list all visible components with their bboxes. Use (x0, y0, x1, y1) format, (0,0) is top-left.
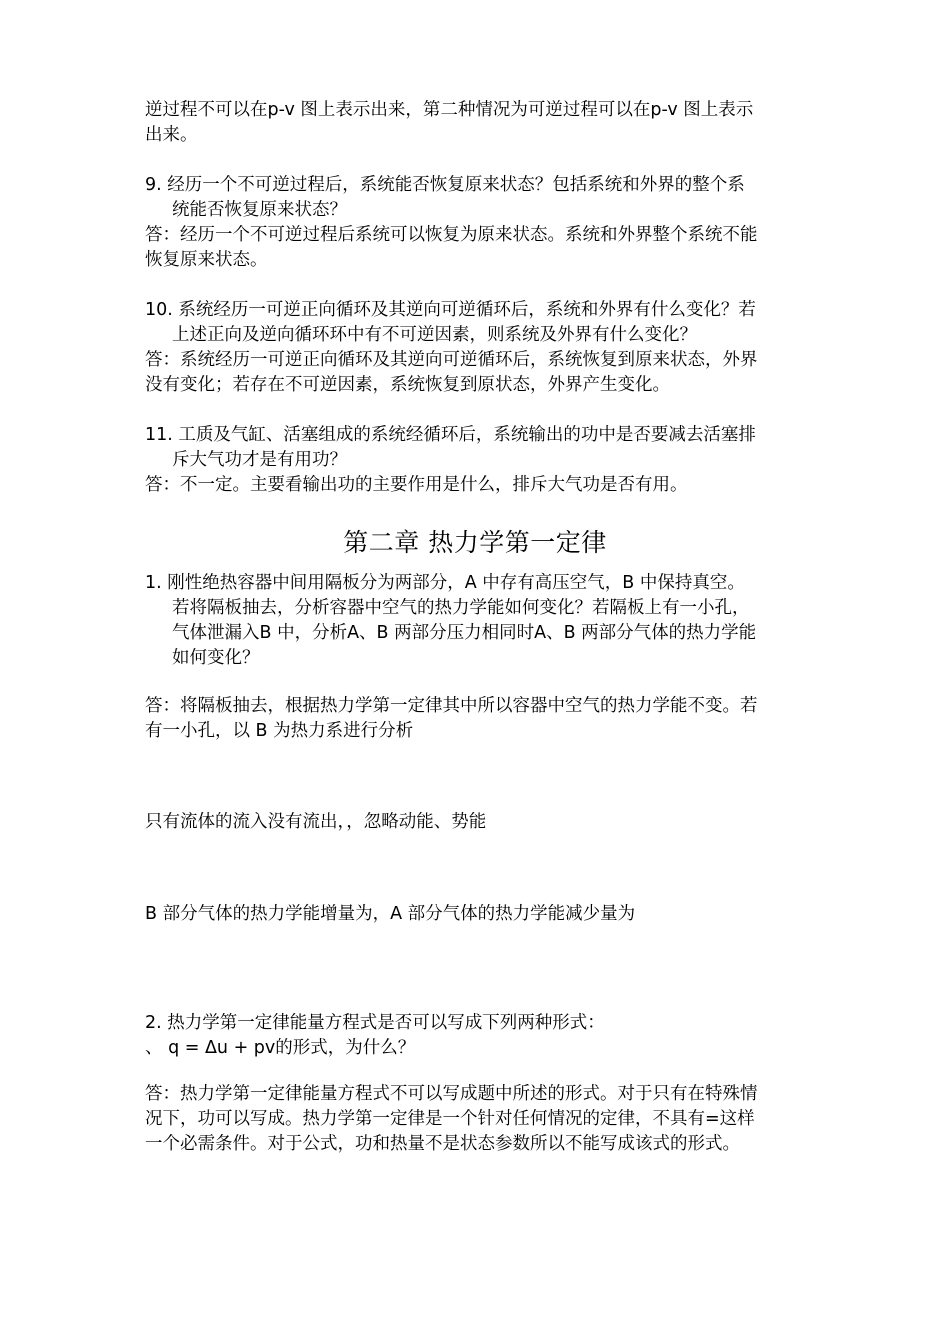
c2q1-question-line-4: 如何变化？ (172, 648, 260, 668)
c2q1-answer-line-4: B 部分气体的热力学能增量为，A 部分气体的热力学能减少量为 (145, 904, 636, 924)
c2q2-answer-line-2: 况下，功可以写成。热力学第一定律是一个针对任何情况的定律，不具有=这样 (145, 1109, 755, 1129)
q9-question-line-1: 9. 经历一个不可逆过程后，系统能否恢复原来状态？包括系统和外界的整个系 (145, 175, 745, 195)
q11-question-line-1: 11. 工质及气缸、活塞组成的系统经循环后，系统输出的功中是否要减去活塞排 (145, 425, 756, 445)
c2q1-answer-line-3: 只有流体的流入没有流出，，忽略动能、势能 (145, 812, 487, 832)
c2q1-question-line-1: 1. 刚性绝热容器中间用隔板分为两部分，A 中存有高压空气，B 中保持真空。 (145, 573, 745, 593)
intro-line-2: 出来。 (145, 125, 198, 145)
q10-question-line-2: 上述正向及逆向循环环中有不可逆因素，则系统及外界有什么变化？ (172, 325, 697, 345)
q10-answer-line-1: 答：系统经历一可逆正向循环及其逆向可逆循环后，系统恢复到原来状态，外界 (145, 350, 758, 370)
q10-question-line-1: 10. 系统经历一可逆正向循环及其逆向可逆循环后，系统和外界有什么变化？若 (145, 300, 756, 320)
c2q2-answer-line-1: 答：热力学第一定律能量方程式不可以写成题中所述的形式。对于只有在特殊情 (145, 1084, 758, 1104)
q9-answer-line-2: 恢复原来状态。 (145, 250, 268, 270)
c2q1-answer-line-2: 有一小孔，以 B 为热力系进行分析 (145, 721, 414, 741)
c2q2-answer-line-3: 一个必需条件。对于公式，功和热量不是状态参数所以不能写成该式的形式。 (145, 1134, 740, 1154)
q11-answer-line-1: 答：不一定。主要看输出功的主要作用是什么，排斥大气功是否有用。 (145, 475, 688, 495)
c2q2-question-line-2: 、 q = Δu + pv的形式，为什么？ (145, 1038, 416, 1058)
intro-line-1: 逆过程不可以在p-v 图上表示出来，第二种情况为可逆过程可以在p-v 图上表示 (145, 100, 754, 120)
q9-answer-line-1: 答：经历一个不可逆过程后系统可以恢复为原来状态。系统和外界整个系统不能 (145, 225, 758, 245)
c2q1-question-line-3: 气体泄漏入B 中，分析A、B 两部分压力相同时A、B 两部分气体的热力学能 (172, 623, 757, 643)
c2q1-answer-line-1: 答：将隔板抽去，根据热力学第一定律其中所以容器中空气的热力学能不变。若 (145, 696, 758, 716)
q11-question-line-2: 斥大气功才是有用功？ (172, 450, 347, 470)
c2q2-question-line-1: 2. 热力学第一定律能量方程式是否可以写成下列两种形式： (145, 1013, 605, 1033)
chapter-title: 第二章 热力学第一定律 (343, 528, 607, 557)
c2q1-question-line-2: 若将隔板抽去，分析容器中空气的热力学能如何变化？若隔板上有一小孔， (172, 598, 750, 618)
q10-answer-line-2: 没有变化；若存在不可逆因素，系统恢复到原状态，外界产生变化。 (145, 375, 670, 395)
q9-question-line-2: 统能否恢复原来状态？ (172, 200, 347, 220)
